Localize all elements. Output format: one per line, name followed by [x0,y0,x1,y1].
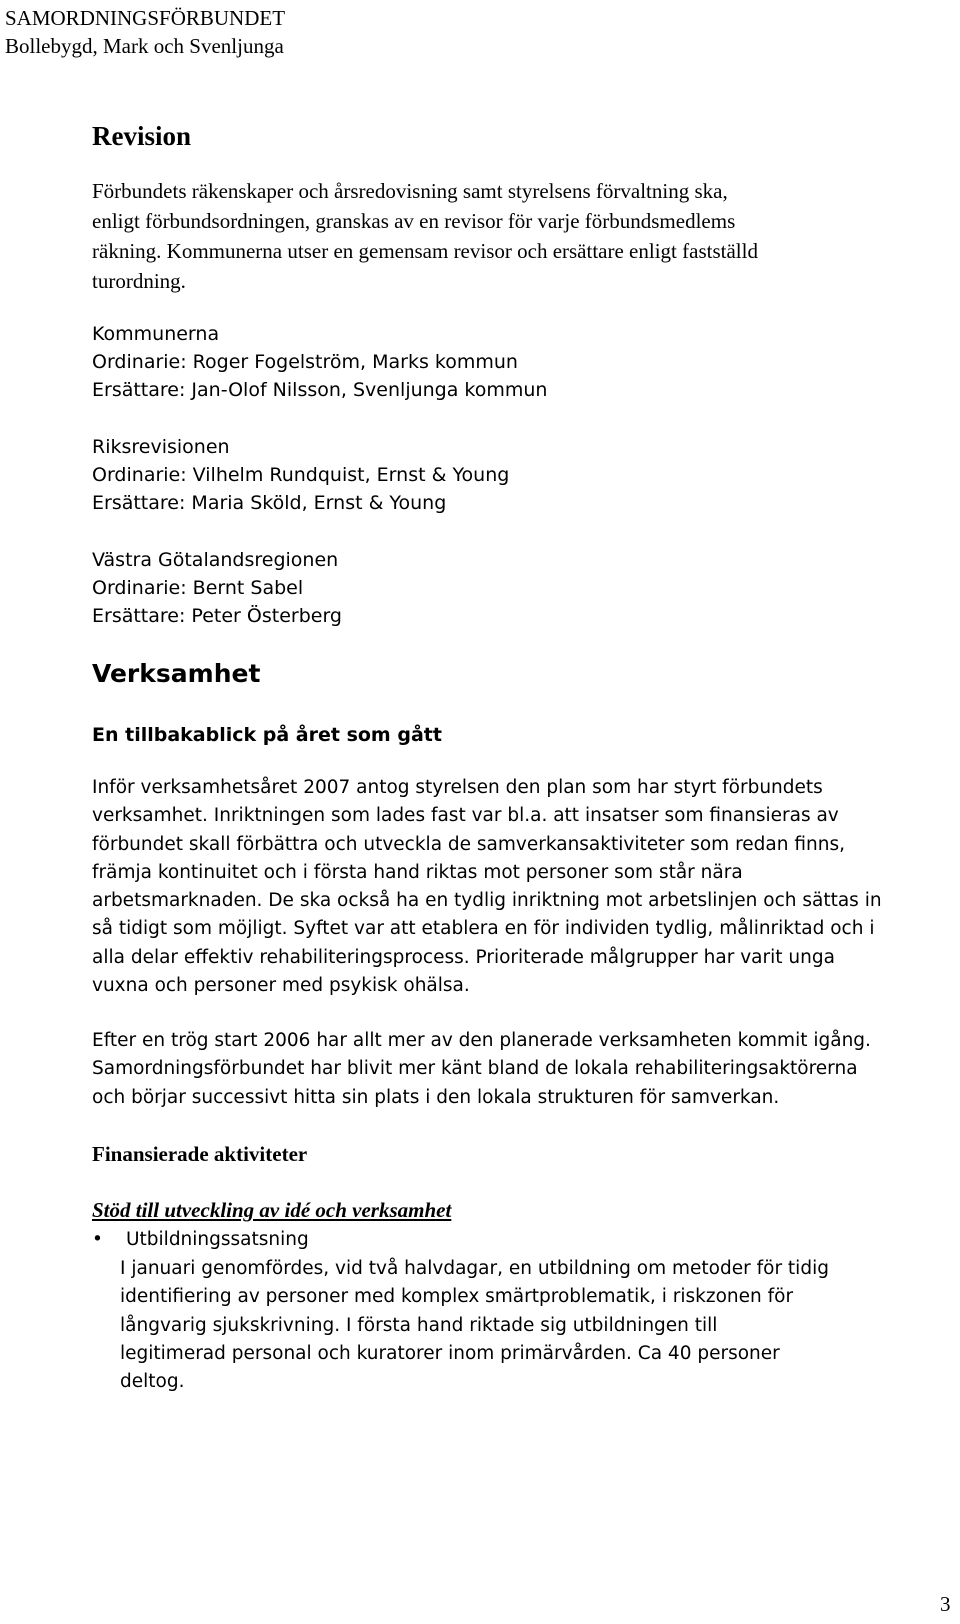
verksamhet-paragraph-1 [92,774,882,1000]
bullet-title: Utbildningssatsning [126,1229,309,1250]
subheading-stod-till-utveckling: Stöd till utveckling av idé och verksamhet [92,1198,452,1222]
group-ordinarie: Ordinarie: Vilhelm Rundquist, Ernst & Young [92,464,510,486]
text-line: Inför verksamhetsåret 2007 antog styrelsen den plan som har styrt förbundets [92,777,823,798]
group-ersattare: Ersättare: Maria Sköld, Ernst & Young [92,492,447,514]
text-line: Efter en trög start 2006 har allt mer av den planerade verksamheten kommit igång. [92,1030,871,1051]
text-line: alla delar effektiv rehabiliteringsprocess. Prioriterade målgrupper har varit unga [92,946,835,968]
text-line: I januari genomfördes, vid två halvdagar, en utbildning om metoder för tidig [120,1258,829,1279]
auditor-group-kommunerna [92,320,547,404]
text-line: förbundet skall förbättra och utveckla de samverkansaktiviteter som redan finns, [92,833,845,855]
auditor-group-vgr [92,546,342,630]
text-line: och börjar successivt hitta sin plats i den lokala strukturen för samverkan. [92,1086,780,1108]
text-line: vuxna och personer med psykisk ohälsa. [92,975,470,997]
heading-finansierade-aktiviteter: Finansierade aktiviteter [92,1142,308,1166]
bullet-item-utbildningssatsning [92,1226,692,1254]
bullet-item-description [120,1255,829,1396]
group-ersattare: Ersättare: Jan-Olof Nilsson, Svenljunga kommun [92,379,548,401]
page-number: 3 [940,1592,951,1616]
text-line: identifiering av personer med komplex smärtproblematik, i riskzonen för [120,1286,794,1308]
text-line: räkning. Kommunerna utser en gemensam revisor och ersättare enligt fastställd [92,239,758,263]
text-line: turordning. [92,269,186,293]
revision-intro-paragraph [92,176,758,296]
text-line: Samordningsförbundet har blivit mer känt bland de lokala rehabiliteringsaktörerna [92,1058,858,1080]
group-ersattare: Ersättare: Peter Österberg [92,605,342,627]
text-line: långvarig sjukskrivning. I första hand riktade sig utbildningen till [120,1314,718,1336]
text-line: legitimerad personal och kuratorer inom primärvården. Ca 40 personer [120,1342,780,1364]
text-line: deltog. [120,1371,185,1393]
subheading-tillbakablick: En tillbakablick på året som gått [92,724,442,746]
page-header [5,4,285,60]
header-org-name: SAMORDNINGSFÖRBUNDET [5,6,286,30]
group-ordinarie: Ordinarie: Bernt Sabel [92,577,304,599]
auditor-group-riksrevisionen [92,433,509,517]
heading-verksamhet: Verksamhet [92,659,261,688]
text-line: enligt förbundsordningen, granskas av en revisor för varje förbundsmedlems [92,209,736,233]
group-title: Kommunerna [92,323,220,345]
text-line: arbetsmarknaden. De ska också ha en tydlig inriktning mot arbetslinjen och sättas in [92,890,882,912]
group-title: Riksrevisionen [92,436,230,458]
text-line: verksamhet. Inriktningen som lades fast var bl.a. att insatser som finansieras av [92,805,839,827]
text-line: så tidigt som möjligt. Syftet var att etablera en för individen tydlig, målinriktad och i [92,918,875,940]
group-title: Västra Götalandsregionen [92,549,339,571]
heading-revision: Revision [92,121,192,151]
verksamhet-paragraph-2 [92,1027,871,1112]
text-line: främja kontinuitet och i första hand riktas mot personer som står nära [92,861,743,883]
text-line: Förbundets räkenskaper och årsredovisning samt styrelsens förvaltning ska, [92,179,728,203]
bullet-icon: • [92,1229,103,1250]
group-ordinarie: Ordinarie: Roger Fogelström, Marks kommun [92,351,518,373]
header-org-region: Bollebygd, Mark och Svenljunga [5,34,284,58]
